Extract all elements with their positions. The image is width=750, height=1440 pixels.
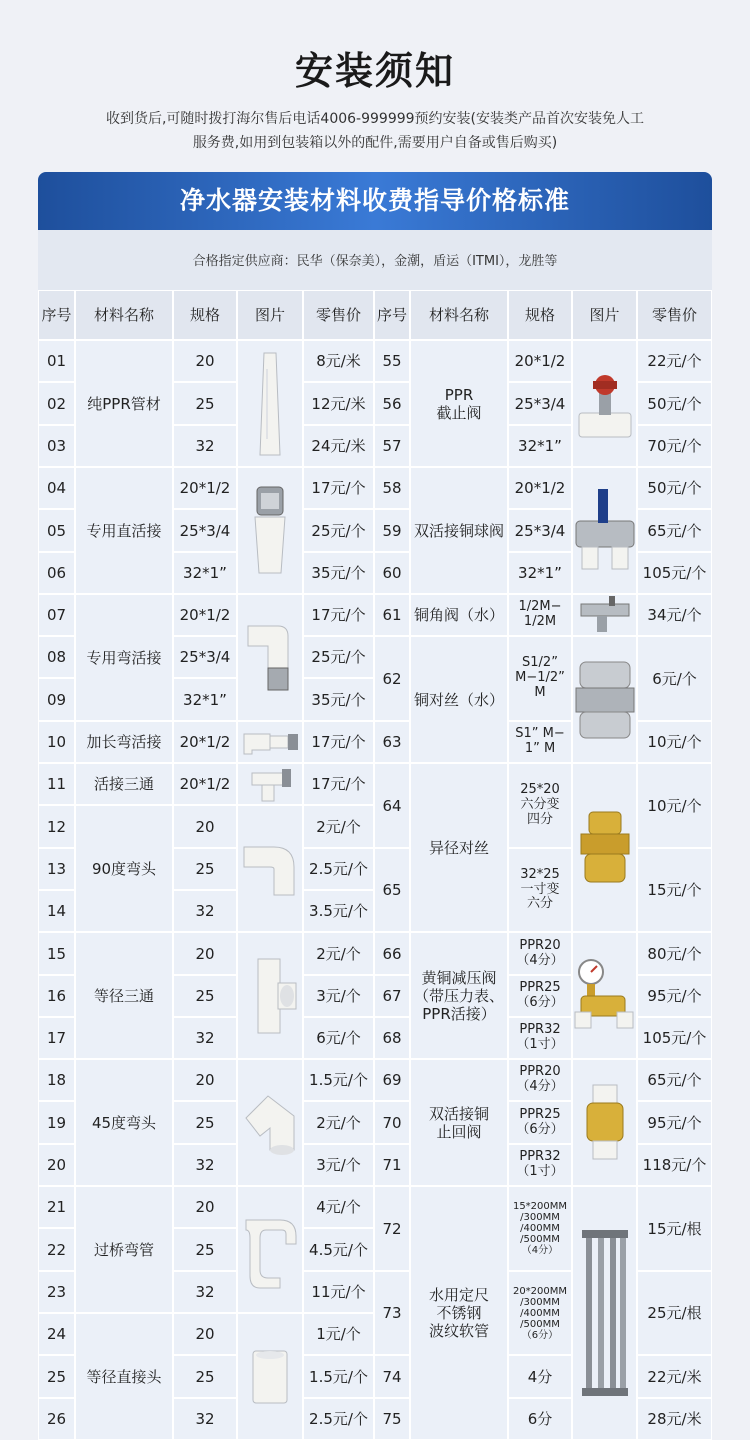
price-cell: 28元/米 xyxy=(637,1398,712,1440)
row-number: 05 xyxy=(38,509,75,552)
material-name: 过桥弯管 xyxy=(75,1186,173,1313)
material-name: 专用弯活接 xyxy=(75,594,173,721)
union-tee-icon xyxy=(248,765,292,803)
spec-cell: 20 xyxy=(173,1059,237,1101)
spec-cell: 20 xyxy=(173,340,237,382)
row-number: 56 xyxy=(374,382,410,425)
spec-cell: 6分 xyxy=(508,1398,572,1440)
price-cell: 65元/个 xyxy=(637,509,712,552)
price-cell: 65元/个 xyxy=(637,1059,712,1101)
price-cell: 25元/个 xyxy=(303,509,374,552)
header-cell: 序号 xyxy=(38,290,75,340)
price-cell: 8元/米 xyxy=(303,340,374,382)
image-cell xyxy=(237,1059,303,1186)
price-cell: 1元/个 xyxy=(303,1313,374,1355)
spec-cell: 20*1/2 xyxy=(173,467,237,509)
row-number: 03 xyxy=(38,425,75,467)
stop-valve-icon xyxy=(573,363,637,445)
page-title: 安装须知 xyxy=(294,49,455,93)
price-cell: 15元/根 xyxy=(637,1186,712,1271)
row-number: 22 xyxy=(38,1228,75,1271)
spec-cell: 15*200MM /300MM /400MM /500MM （4分） xyxy=(508,1186,572,1271)
image-cell xyxy=(237,805,303,932)
row-number: 69 xyxy=(374,1059,410,1101)
row-number: 12 xyxy=(38,805,75,848)
spec-cell: 25 xyxy=(173,975,237,1017)
price-cell: 105元/个 xyxy=(637,1017,712,1059)
material-name: 双活接铜球阀 xyxy=(410,467,508,594)
spec-cell: 25*3/4 xyxy=(173,509,237,552)
spec-cell: 32 xyxy=(173,425,237,467)
spec-cell: 20 xyxy=(173,932,237,975)
row-number: 57 xyxy=(374,425,410,467)
row-number: 13 xyxy=(38,848,75,890)
spec-cell: 20*1/2 xyxy=(508,340,572,382)
spec-cell: 20 xyxy=(173,805,237,848)
material-name: 水用定尺 不锈钢 波纹软管 xyxy=(410,1186,508,1440)
price-cell: 11元/个 xyxy=(303,1271,374,1313)
image-cell xyxy=(237,340,303,467)
header-cell: 规格 xyxy=(173,290,237,340)
row-number: 16 xyxy=(38,975,75,1017)
price-cell: 2.5元/个 xyxy=(303,1398,374,1440)
price-cell: 3元/个 xyxy=(303,1144,374,1186)
price-cell: 12元/米 xyxy=(303,382,374,425)
row-number: 24 xyxy=(38,1313,75,1355)
price-cell: 118元/个 xyxy=(637,1144,712,1186)
spec-cell: PPR20 （4分） xyxy=(508,1059,572,1101)
row-number: 20 xyxy=(38,1144,75,1186)
image-cell xyxy=(572,636,637,763)
spec-cell: 32 xyxy=(173,1398,237,1440)
image-cell xyxy=(572,1186,637,1440)
row-number: 15 xyxy=(38,932,75,975)
elbow-45-icon xyxy=(238,1088,302,1158)
material-name: 加长弯活接 xyxy=(75,721,173,763)
header-cell: 图片 xyxy=(572,290,637,340)
price-cell: 35元/个 xyxy=(303,552,374,594)
image-cell xyxy=(572,467,637,594)
spec-cell: 25 xyxy=(173,1355,237,1398)
row-number: 74 xyxy=(374,1355,410,1398)
row-number: 07 xyxy=(38,594,75,636)
image-cell xyxy=(237,932,303,1059)
image-cell xyxy=(572,594,637,636)
spec-cell: PPR20 （4分） xyxy=(508,932,572,975)
price-cell: 35元/个 xyxy=(303,678,374,721)
header-cell: 零售价 xyxy=(637,290,712,340)
row-number: 75 xyxy=(374,1398,410,1440)
spec-cell: 25*3/4 xyxy=(173,636,237,678)
spec-cell: 20*1/2 xyxy=(173,721,237,763)
price-cell: 15元/个 xyxy=(637,848,712,932)
image-cell xyxy=(237,1313,303,1440)
price-cell: 34元/个 xyxy=(637,594,712,636)
straight-coupling-icon xyxy=(245,1347,295,1407)
angle-valve-icon xyxy=(577,594,633,636)
header-cell: 材料名称 xyxy=(410,290,508,340)
material-name: 铜角阀（水） xyxy=(410,594,508,636)
spec-cell: 20*200MM /300MM /400MM /500MM （6分） xyxy=(508,1271,572,1355)
reducing-nipple-icon xyxy=(575,808,635,888)
spec-cell: 32 xyxy=(173,1017,237,1059)
material-name: 双活接铜 止回阀 xyxy=(410,1059,508,1186)
row-number: 01 xyxy=(38,340,75,382)
material-name: 等径三通 xyxy=(75,932,173,1059)
row-number: 18 xyxy=(38,1059,75,1101)
price-cell: 22元/个 xyxy=(637,340,712,382)
price-cell: 10元/个 xyxy=(637,763,712,848)
image-cell xyxy=(572,932,637,1059)
spec-cell: 20*1/2 xyxy=(508,467,572,509)
row-number: 26 xyxy=(38,1398,75,1440)
price-cell: 4.5元/个 xyxy=(303,1228,374,1271)
row-number: 60 xyxy=(374,552,410,594)
image-cell xyxy=(237,763,303,805)
equal-tee-icon xyxy=(240,955,300,1037)
price-cell: 50元/个 xyxy=(637,467,712,509)
price-cell: 6元/个 xyxy=(637,636,712,721)
material-name: 专用直活接 xyxy=(75,467,173,594)
spec-cell: 32 xyxy=(173,1271,237,1313)
row-number: 59 xyxy=(374,509,410,552)
image-cell xyxy=(572,340,637,467)
material-name: 异径对丝 xyxy=(410,763,508,932)
elbow-union-icon xyxy=(240,618,300,698)
row-number: 09 xyxy=(38,678,75,721)
price-cell: 17元/个 xyxy=(303,467,374,509)
spec-cell: 25 xyxy=(173,1228,237,1271)
row-number: 10 xyxy=(38,721,75,763)
price-cell: 10元/个 xyxy=(637,721,712,763)
header-cell: 图片 xyxy=(237,290,303,340)
header-cell: 零售价 xyxy=(303,290,374,340)
spec-cell: 32*1” xyxy=(173,678,237,721)
price-cell: 6元/个 xyxy=(303,1017,374,1059)
row-number: 19 xyxy=(38,1101,75,1144)
spec-cell: 1/2M− 1/2M xyxy=(508,594,572,636)
pressure-reducing-valve-icon xyxy=(573,956,637,1036)
spec-cell: 25 xyxy=(173,382,237,425)
row-number: 63 xyxy=(374,721,410,763)
elbow-90-icon xyxy=(240,839,300,899)
price-cell: 17元/个 xyxy=(303,763,374,805)
row-number: 23 xyxy=(38,1271,75,1313)
row-number: 62 xyxy=(374,636,410,721)
price-cell: 22元/米 xyxy=(637,1355,712,1398)
spec-cell: 25*3/4 xyxy=(508,382,572,425)
row-number: 55 xyxy=(374,340,410,382)
material-name: 等径直接头 xyxy=(75,1313,173,1440)
row-number: 71 xyxy=(374,1144,410,1186)
price-cell: 25元/个 xyxy=(303,636,374,678)
price-cell: 2元/个 xyxy=(303,805,374,848)
row-number: 67 xyxy=(374,975,410,1017)
price-cell: 1.5元/个 xyxy=(303,1059,374,1101)
price-cell: 50元/个 xyxy=(637,382,712,425)
spec-cell: 4分 xyxy=(508,1355,572,1398)
header-cell: 材料名称 xyxy=(75,290,173,340)
price-cell: 95元/个 xyxy=(637,1101,712,1144)
material-name: 黄铜减压阀 （带压力表、 PPR活接） xyxy=(410,932,508,1059)
price-cell: 2.5元/个 xyxy=(303,848,374,890)
row-number: 21 xyxy=(38,1186,75,1228)
row-number: 17 xyxy=(38,1017,75,1059)
image-cell xyxy=(572,1059,637,1186)
material-name: 45度弯头 xyxy=(75,1059,173,1186)
row-number: 66 xyxy=(374,932,410,975)
price-cell: 70元/个 xyxy=(637,425,712,467)
price-cell: 4元/个 xyxy=(303,1186,374,1228)
nipple-icon xyxy=(570,658,640,742)
price-cell: 2元/个 xyxy=(303,932,374,975)
spec-cell: 20 xyxy=(173,1313,237,1355)
spec-cell: PPR25 （6分） xyxy=(508,975,572,1017)
row-number: 65 xyxy=(374,848,410,932)
row-number: 72 xyxy=(374,1186,410,1271)
crossover-bend-icon xyxy=(240,1210,300,1290)
price-cell: 2元/个 xyxy=(303,1101,374,1144)
spec-cell: 32 xyxy=(173,1144,237,1186)
row-number: 02 xyxy=(38,382,75,425)
spec-cell: 25 xyxy=(173,1101,237,1144)
supplier-note: 合格指定供应商：民华（保奈美），金潮，盾运（ITMI），龙胜等 xyxy=(192,254,558,269)
spec-cell: PPR32 （1寸） xyxy=(508,1017,572,1059)
intro-line-2: 服务费,如用到包装箱以外的配件,需要用户自备或售后购买) xyxy=(192,135,558,151)
row-number: 70 xyxy=(374,1101,410,1144)
spec-cell: 25 xyxy=(173,848,237,890)
spec-cell: PPR32 （1寸） xyxy=(508,1144,572,1186)
ball-valve-icon xyxy=(570,481,640,581)
price-cell: 24元/米 xyxy=(303,425,374,467)
header-cell: 规格 xyxy=(508,290,572,340)
price-cell: 1.5元/个 xyxy=(303,1355,374,1398)
row-number: 08 xyxy=(38,636,75,678)
flex-hose-icon xyxy=(580,1228,630,1398)
spec-cell: 20 xyxy=(173,1186,237,1228)
price-cell: 17元/个 xyxy=(303,721,374,763)
row-number: 73 xyxy=(374,1271,410,1355)
row-number: 58 xyxy=(374,467,410,509)
price-cell: 25元/根 xyxy=(637,1271,712,1355)
material-name: 活接三通 xyxy=(75,763,173,805)
spec-cell: 20*1/2 xyxy=(173,594,237,636)
row-number: 64 xyxy=(374,763,410,848)
row-number: 25 xyxy=(38,1355,75,1398)
material-name: 纯PPR管材 xyxy=(75,340,173,467)
image-cell xyxy=(237,721,303,763)
spec-cell: 32*1” xyxy=(508,552,572,594)
check-valve-icon xyxy=(577,1081,633,1165)
spec-cell: 32*1” xyxy=(508,425,572,467)
material-name: 铜对丝（水） xyxy=(410,636,508,763)
spec-cell: S1” M− 1” M xyxy=(508,721,572,763)
price-banner: 净水器安装材料收费指导价格标准 xyxy=(38,172,712,230)
header-cell: 序号 xyxy=(374,290,410,340)
straight-union-icon xyxy=(245,481,295,581)
price-cell: 80元/个 xyxy=(637,932,712,975)
intro-line-1: 收到货后,可随时拨打海尔售后电话4006-999999预约安装(安装类产品首次安装免人工 xyxy=(105,111,645,127)
image-cell xyxy=(237,594,303,721)
ppr-pipe-icon xyxy=(250,349,290,459)
price-cell: 95元/个 xyxy=(637,975,712,1017)
spec-cell: 25*3/4 xyxy=(508,509,572,552)
row-number: 11 xyxy=(38,763,75,805)
price-cell: 3.5元/个 xyxy=(303,890,374,932)
price-cell: 17元/个 xyxy=(303,594,374,636)
spec-cell: S1/2” M−1/2” M xyxy=(508,636,572,721)
row-number: 14 xyxy=(38,890,75,932)
spec-cell: 20*1/2 xyxy=(173,763,237,805)
long-elbow-union-icon xyxy=(240,728,300,756)
price-cell: 3元/个 xyxy=(303,975,374,1017)
image-cell xyxy=(237,467,303,594)
price-cell: 105元/个 xyxy=(637,552,712,594)
image-cell xyxy=(572,763,637,932)
image-cell xyxy=(237,1186,303,1313)
row-number: 04 xyxy=(38,467,75,509)
material-name: PPR 截止阀 xyxy=(410,340,508,467)
spec-cell: 25*20 六分变 四分 xyxy=(508,763,572,848)
spec-cell: 32 xyxy=(173,890,237,932)
spec-cell: 32*25 一寸变 六分 xyxy=(508,848,572,932)
spec-cell: 32*1” xyxy=(173,552,237,594)
row-number: 06 xyxy=(38,552,75,594)
row-number: 61 xyxy=(374,594,410,636)
row-number: 68 xyxy=(374,1017,410,1059)
spec-cell: PPR25 （6分） xyxy=(508,1101,572,1144)
material-name: 90度弯头 xyxy=(75,805,173,932)
